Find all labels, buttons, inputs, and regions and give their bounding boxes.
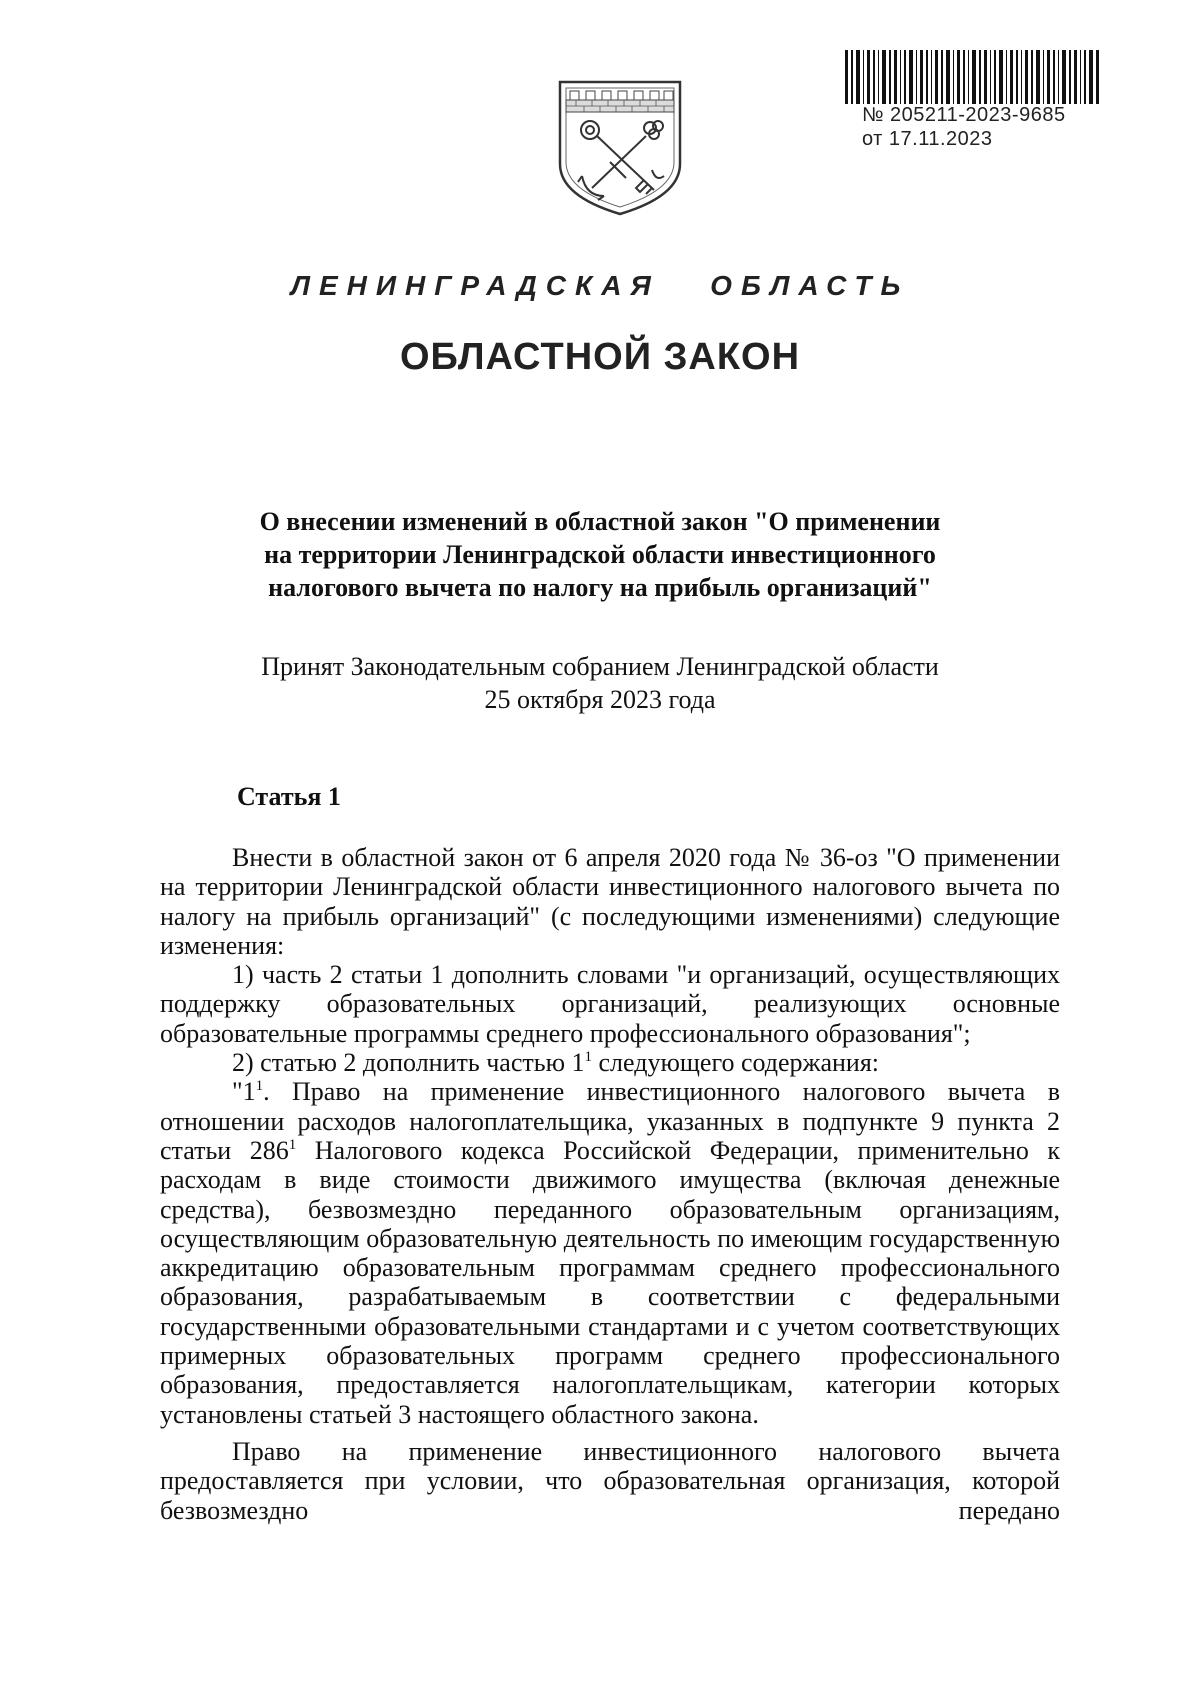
superscript: 1	[584, 1049, 593, 1066]
quoted-part-number: "1	[232, 1077, 256, 1107]
superscript: 1	[255, 1078, 264, 1095]
adoption-body: Принят Законодательным собранием Ленинградской области	[261, 652, 939, 681]
quoted-part-text: . Право на применение инвестиционного налогового вычета в отношении расходов налогоплательщика, указанных в подпункте 9 пункта 2 статьи 286	[160, 1077, 1060, 1165]
amendment-item-2-text: 2) статью 2 дополнить частью 1	[232, 1048, 585, 1078]
law-title-line: налогового вычета по налогу на прибыль организаций"	[268, 573, 932, 602]
amendment-item-1: 1) часть 2 статьи 1 дополнить словами "и организаций, осуществляющих поддержку образовательных организаций, реализующих основные образовательные программы среднего профессионального образования";	[160, 960, 1060, 1048]
amendment-item-2-tail: следующего содержания:	[592, 1048, 880, 1078]
region-heading: ЛЕНИНГРАДСКАЯ ОБЛАСТЬ	[290, 270, 910, 301]
coat-of-arms-icon	[556, 78, 684, 218]
superscript: 1	[288, 1136, 297, 1153]
quoted-part-paragraph	[160, 1077, 1060, 1429]
law-title	[150, 505, 1050, 604]
article-heading: Статья 1	[237, 782, 341, 811]
amendment-item-2	[160, 1048, 1060, 1077]
registration-date: от 17.11.2023	[862, 128, 993, 150]
law-title-line: О внесении изменений в областной закон "О применении	[259, 507, 941, 536]
adoption-date: 25 октября 2023 года	[484, 685, 716, 714]
article-intro-paragraph: Внести в областной закон от 6 апреля 2020 года № 36-оз "О применении на территории Ленинградской области инвестиционного налогового вычета по налогу на прибыль организаций" (с последующими изменениями) следующие изменения:	[160, 843, 1060, 960]
quoted-part-text-continued: Налогового кодекса Российской Федерации, применительно к расходам в виде стоимости движимого имущества (включая денежные средства), безвозмездно переданного образовательным организациям, осуществляющим образовательную деятельность по имеющим государственную аккредитацию образовательным программам среднего профессионального образования, разрабатываемым в соответствии с федеральными государственными образовательными стандартами и с учетом соответствующих примерных образовательных программ среднего профессионального образования, предоставляется налогоплательщикам, категории которых установлены статьей 3 настоящего областного закона.	[160, 1135, 1060, 1429]
registration-number: № 205211-2023-9685	[862, 104, 1066, 126]
final-paragraph: Право на применение инвестиционного налогового вычета предоставляется при условии, что образовательная организация, которой безвозмездно передано	[160, 1436, 1060, 1525]
adoption-note	[150, 650, 1050, 716]
article-body	[160, 843, 1060, 1525]
law-title-line: на территории Ленинградской области инвестиционного	[264, 540, 936, 569]
barcode-icon	[843, 50, 1103, 104]
document-type-heading: ОБЛАСТНОЙ ЗАКОН	[399, 336, 801, 378]
